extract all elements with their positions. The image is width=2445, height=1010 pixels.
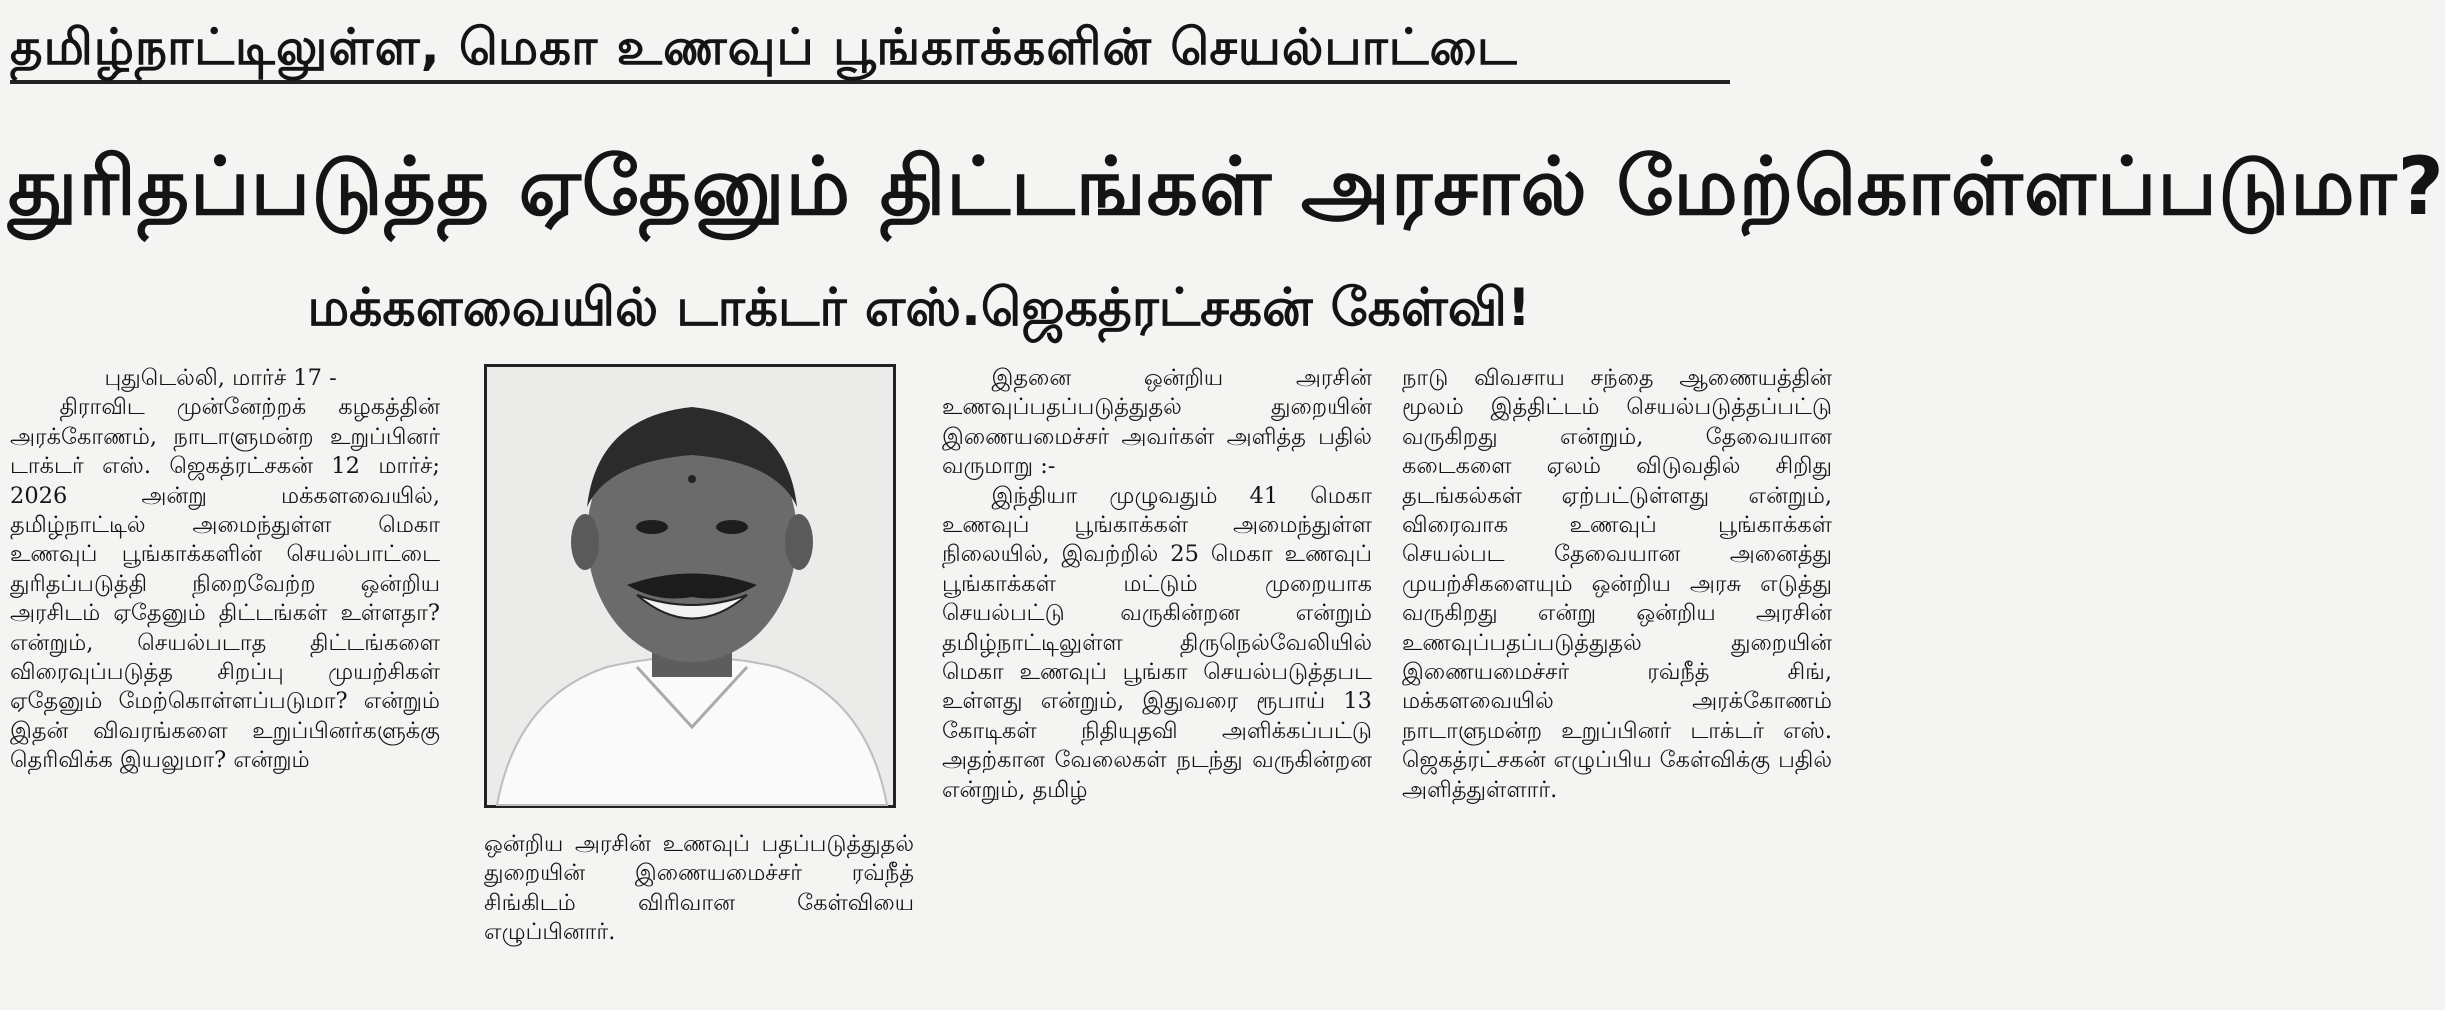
portrait-photo-icon (487, 367, 893, 805)
column-4-paragraph: நாடு விவசாய சந்தை ஆணையத்தின் மூலம் இத்திட்டம் செயல்படுத்தப்பட்டு வருகிறது என்றும், தேவையான கடைகளை ஏலம் விடுவதில் சிறிது தடங்கல்கள் ஏற்பட்டுள்ளது என்றும், விரைவாக உணவுப் பூங்காக்கள் செயல்பட தேவையான அனைத்து முயற்சிகளையும் ஒன்றிய அரசு எடுத்து வருகிறது என்று ஒன்றிய அரசின் உணவுப்பதப்படுத்துதல் துறையின் இணையமைச்சர் ரவ்நீத் சிங், மக்களவையில் அரக்கோணம் நாடாளுமன்ற உறுப்பினர் டாக்டர் எஸ். ஜெகத்ரட்சகன் எழுப்பிய கேள்விக்கு பதில் அளித்துள்ளார். (1402, 365, 1832, 803)
sub-headline: மக்களவையில் டாக்டர் எஸ்.ஜெகத்ரட்சகன் கேள்வி! (307, 278, 1531, 338)
article-column-3 (942, 364, 1372, 1004)
article-column-1 (10, 364, 440, 1000)
column-3-paragraph-1: இதனை ஒன்றிய அரசின் உணவுப்பதப்படுத்துதல் துறையின் இணையமைச்சர் அவர்கள் அளித்த பதில் வருமாறு :- (942, 365, 1372, 480)
photo-caption (484, 830, 914, 1005)
article-column-4 (1402, 364, 1832, 1004)
kicker-headline: தமிழ்நாட்டிலுள்ள, மெகா உணவுப் பூங்காக்களின் செயல்பாட்டை (10, 14, 1730, 84)
column-3-paragraph-2: இந்தியா முழுவதும் 41 மெகா உணவுப் பூங்காக்கள் அமைந்துள்ள நிலையில், இவற்றில் 25 மெகா உணவுப் பூங்காக்கள் மட்டும் முறையாக செயல்பட்டு வருகின்றன என்றும் தமிழ்நாட்டிலுள்ள திருநெல்வேலியில் மெகா உணவுப் பூங்கா செயல்படுத்தபட உள்ளது என்றும், இதுவரை ரூபாய் 13 கோடிகள் நிதியுதவி அளிக்கப்பட்டு அதற்கான வேலைகள் நடந்து வருகின்றன என்றும், தமிழ் (942, 482, 1372, 803)
dateline: புதுடெல்லி, மார்ச் 17 - (104, 365, 337, 391)
main-headline: துரிதப்படுத்த ஏதேனும் திட்டங்கள் அரசால் மேற்கொள்ளப்படுமா? (8, 140, 2445, 233)
portrait-photo (484, 364, 896, 808)
photo-caption-text: ஒன்றிய அரசின் உணவுப் பதப்படுத்துதல் துறையின் இணையமைச்சர் ரவ்நீத் சிங்கிடம் விரிவான கேள்வியை எழுப்பினார். (484, 831, 914, 946)
column-1-paragraph: திராவிட முன்னேற்றக் கழகத்தின் அரக்கோணம், நாடாளுமன்ற உறுப்பினர் டாக்டர் எஸ். ஜெகத்ரட்சகன் 12 மார்ச்; 2026 அன்று மக்களவையில், தமிழ்நாட்டில் அமைந்துள்ள மெகா உணவுப் பூங்காக்களின் செயல்பாட்டை துரிதப்படுத்தி நிறைவேற்ற ஒன்றிய அரசிடம் ஏதேனும் திட்டங்கள் உள்ளதா? என்றும், செயல்படாத திட்டங்களை விரைவுப்படுத்த சிறப்பு முயற்சிகள் ஏதேனும் மேற்கொள்ளப்படுமா? என்றும் இதன் விவரங்களை உறுப்பினர்களுக்கு தெரிவிக்க இயலுமா? என்றும் (10, 394, 440, 774)
